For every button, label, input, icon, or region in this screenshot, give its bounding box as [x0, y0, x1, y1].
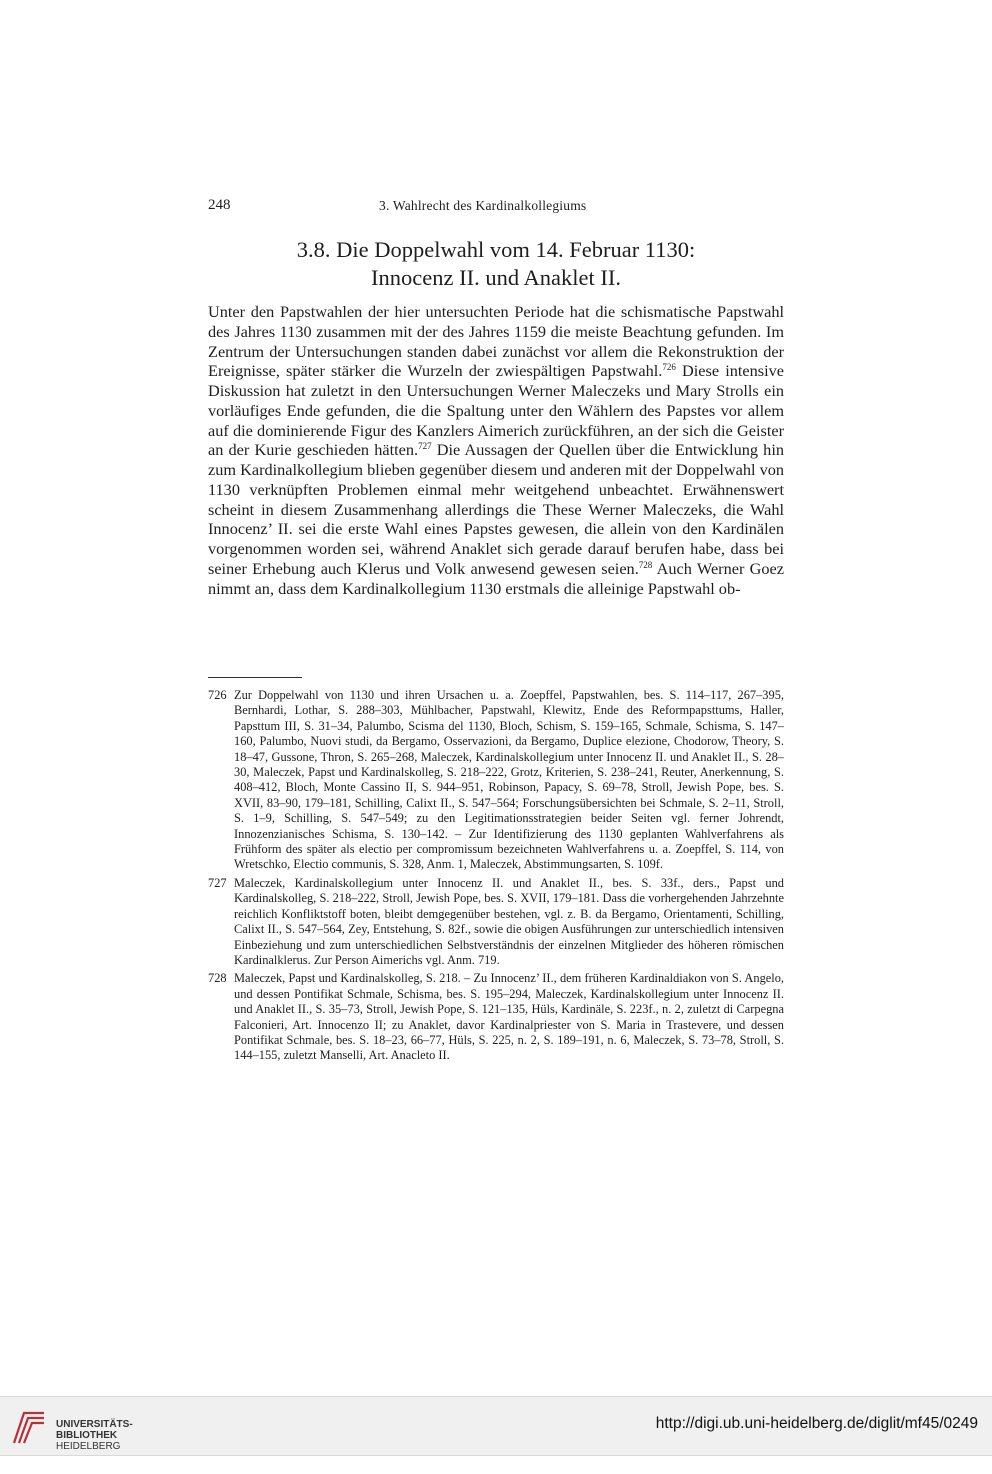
chapter-title-line-2: Innocenz II. und Anaklet II.	[371, 265, 621, 290]
footnote-ref-728[interactable]: 728	[638, 559, 653, 570]
library-name-line-3: HEIDELBERG	[56, 1441, 121, 1452]
library-name-line-1: UNIVERSITÄTS-	[56, 1419, 133, 1430]
footnote-728	[208, 971, 784, 1063]
footnote-727	[208, 876, 784, 968]
footnote-number: 727	[208, 875, 227, 890]
permalink-url[interactable]: http://digi.ub.uni-heidelberg.de/diglit/mf45/0249	[655, 1415, 978, 1432]
chapter-title	[190, 236, 802, 292]
footnote-text: Zur Doppelwahl von 1130 und ihren Ursachen u. a. Zoepffel, Papstwahlen, bes. S. 114–117, 267–395, Bernhardi, Lothar, S. 288–303, Mühlbacher, Papstwahl, Klewitz, Ende des Reformpapsttums, Haller, Papsttum III, S. 31–34, Palumbo, Scisma del 1130, Bloch, Schism, S. 159–165, Schmale, Schisma, S. 147–160, Palumbo, Nuovi studi, da Bergamo, Osservazioni, da Bergamo, Duplice elezione, Chodorow, Theory, S. 18–47, Gussone, Thron, S. 265–268, Maleczek, Kardinalskollegium unter Innocenz II. und Anaklet II., S. 28–30, Maleczek, Papst und Kardinalskolleg, S. 218–222, Grotz, Kriterien, S. 238–241, Reuter, Anerkennung, S. 408–412, Bloch, Monte Cassino II, S. 944–951, Robinson, Papacy, S. 69–78, Stroll, Jewish Pope, bes. S. XVII, 83–90, 179–181, Schilling, Calixt II., S. 547–564; Forschungsübersichten bei Schmale, S. 2–11, Stroll, S. 1–9, Schilling, S. 547–549; zu den Legitimationsstrategien beider Seiten vgl. ferner Johrendt, Innozenzianisches Schisma, S. 130–142. – Zur Identifizierung des 1130 geplanten Wahlverfahrens als Frühform des später als electio per compromissum bezeichneten Wahlverfahrens u. a. Zoepffel, S. 114, von Wretschko, Electio communis, S. 328, Anm. 1, Maleczek, Abstimmungsarten, S. 109f.	[234, 688, 784, 872]
footnote-text: Maleczek, Papst und Kardinalskolleg, S. 218. – Zu Innocenz’ II., dem früheren Kardinaldiakon von S. Angelo, und dessen Pontifikat Schmale, Schisma, bes. S. 195–294, Maleczek, Kardinalskollegium unter Innocenz II. und Anaklet II., S. 35–73, Stroll, Jewish Pope, S. 121–135, Hüls, Kardinäle, S. 223f., n. 2, zuletzt di Carpegna Falconieri, Art. Innocenzo II; zu Anaklet, davor Kardinalpriester von S. Maria in Trastevere, und dessen Pontifikat Schmale, bes. S. 18–23, 66–77, Hüls, S. 225, n. 2, S. 189–191, n. 6, Maleczek, S. 73–78, Stroll, S. 144–155, zuletzt Manselli, Art. Anacleto II.	[234, 971, 784, 1063]
page-number: 248	[208, 197, 231, 213]
running-head	[208, 197, 784, 217]
running-title: 3. Wahlrecht des Kardinalkollegiums	[379, 198, 587, 213]
footnote-ref-727[interactable]: 727	[418, 441, 432, 452]
body-text-segment: Diese intensive Diskussion hat zuletzt in den Untersuchungen Werner Maleczeks und Mary Strolls ein vorläufiges Ende gefunden, die die Spaltung unter den Wählern des Papstes vor allem auf die dominierende Figur des Kanzlers Aimerich zurückführen, an der sich die Geister an der Kurie geschieden hätten.	[208, 361, 784, 460]
body-text-segment: Auch Werner Goez nimmt an, dass dem Kardinalkollegium 1130 erstmals die alleinige Papstwahl ob-	[208, 558, 784, 598]
chapter-title-line-1: 3.8. Die Doppelwahl vom 14. Februar 1130:	[296, 237, 696, 262]
library-name-line-2: BIBLIOTHEK	[56, 1430, 118, 1441]
body-text-segment: Die Aussagen der Quellen über die Entwicklung hin zum Kardinalkollegium blieben gegenüber diesem und anderen mit der Doppelwahl von 1130 verknüpften Problemen einmal mehr weitgehend unbeachtet. Erwähnenswert scheint in diesem Zusammenhang allerdings die These Werner Maleczeks, die Wahl Innocenz’ II. sei die erste Wahl eines Papstes gewesen, die allein von den Kardinälen vorgenommen worden sei, während Anaklet sich gerade darauf berufen habe, dass bei seiner Erhebung auch Klerus und Volk anwesend gewesen seien.	[208, 440, 785, 578]
footnote-number: 728	[208, 971, 227, 986]
body-paragraph	[208, 302, 784, 598]
footnote-text: Maleczek, Kardinalskollegium unter Innocenz II. und Anaklet II., bes. S. 33f., ders., Papst und Kardinalskolleg, S. 218–222, Stroll, Jewish Pope, bes. S. XVII, 179–181. Dass die vorhergehenden Jahrzehnte reichlich Konfliktstoff boten, bleibt demgegenüber bestehen, vgl. z. B. da Bergamo, Orientamenti, Schilling, Calixt II., S. 547–564, Zey, Entstehung, S. 82f., sowie die obigen Ausführungen zur unterschiedlich intensiven Einbeziehung und zum unterschiedlichen Selbstverständnis der einzelnen Mitglieder des höheren römischen Kardinalklerus. Zur Person Aimerichs vgl. Anm. 719.	[234, 875, 784, 967]
footnote-separator	[208, 677, 302, 678]
footer-bar	[0, 1396, 992, 1456]
library-logo-icon	[10, 1409, 50, 1447]
footnote-ref-726[interactable]: 726	[662, 362, 676, 373]
body-text-segment: Unter den Papstwahlen der hier untersuchten Periode hat die schismatische Papstwahl des Jahres 1130 zusammen mit der des Jahres 1159 die meiste Beachtung gefunden. Im Zentrum der Untersuchungen standen dabei zunächst vor allem die Rekonstruktion der Ereignisse, später stärker die Wurzeln der zwiespältigen Papstwahl.	[208, 302, 784, 381]
footnotes	[208, 688, 784, 1067]
library-name	[56, 1419, 133, 1452]
footnote-726	[208, 688, 784, 873]
footnote-number: 726	[208, 688, 227, 702]
